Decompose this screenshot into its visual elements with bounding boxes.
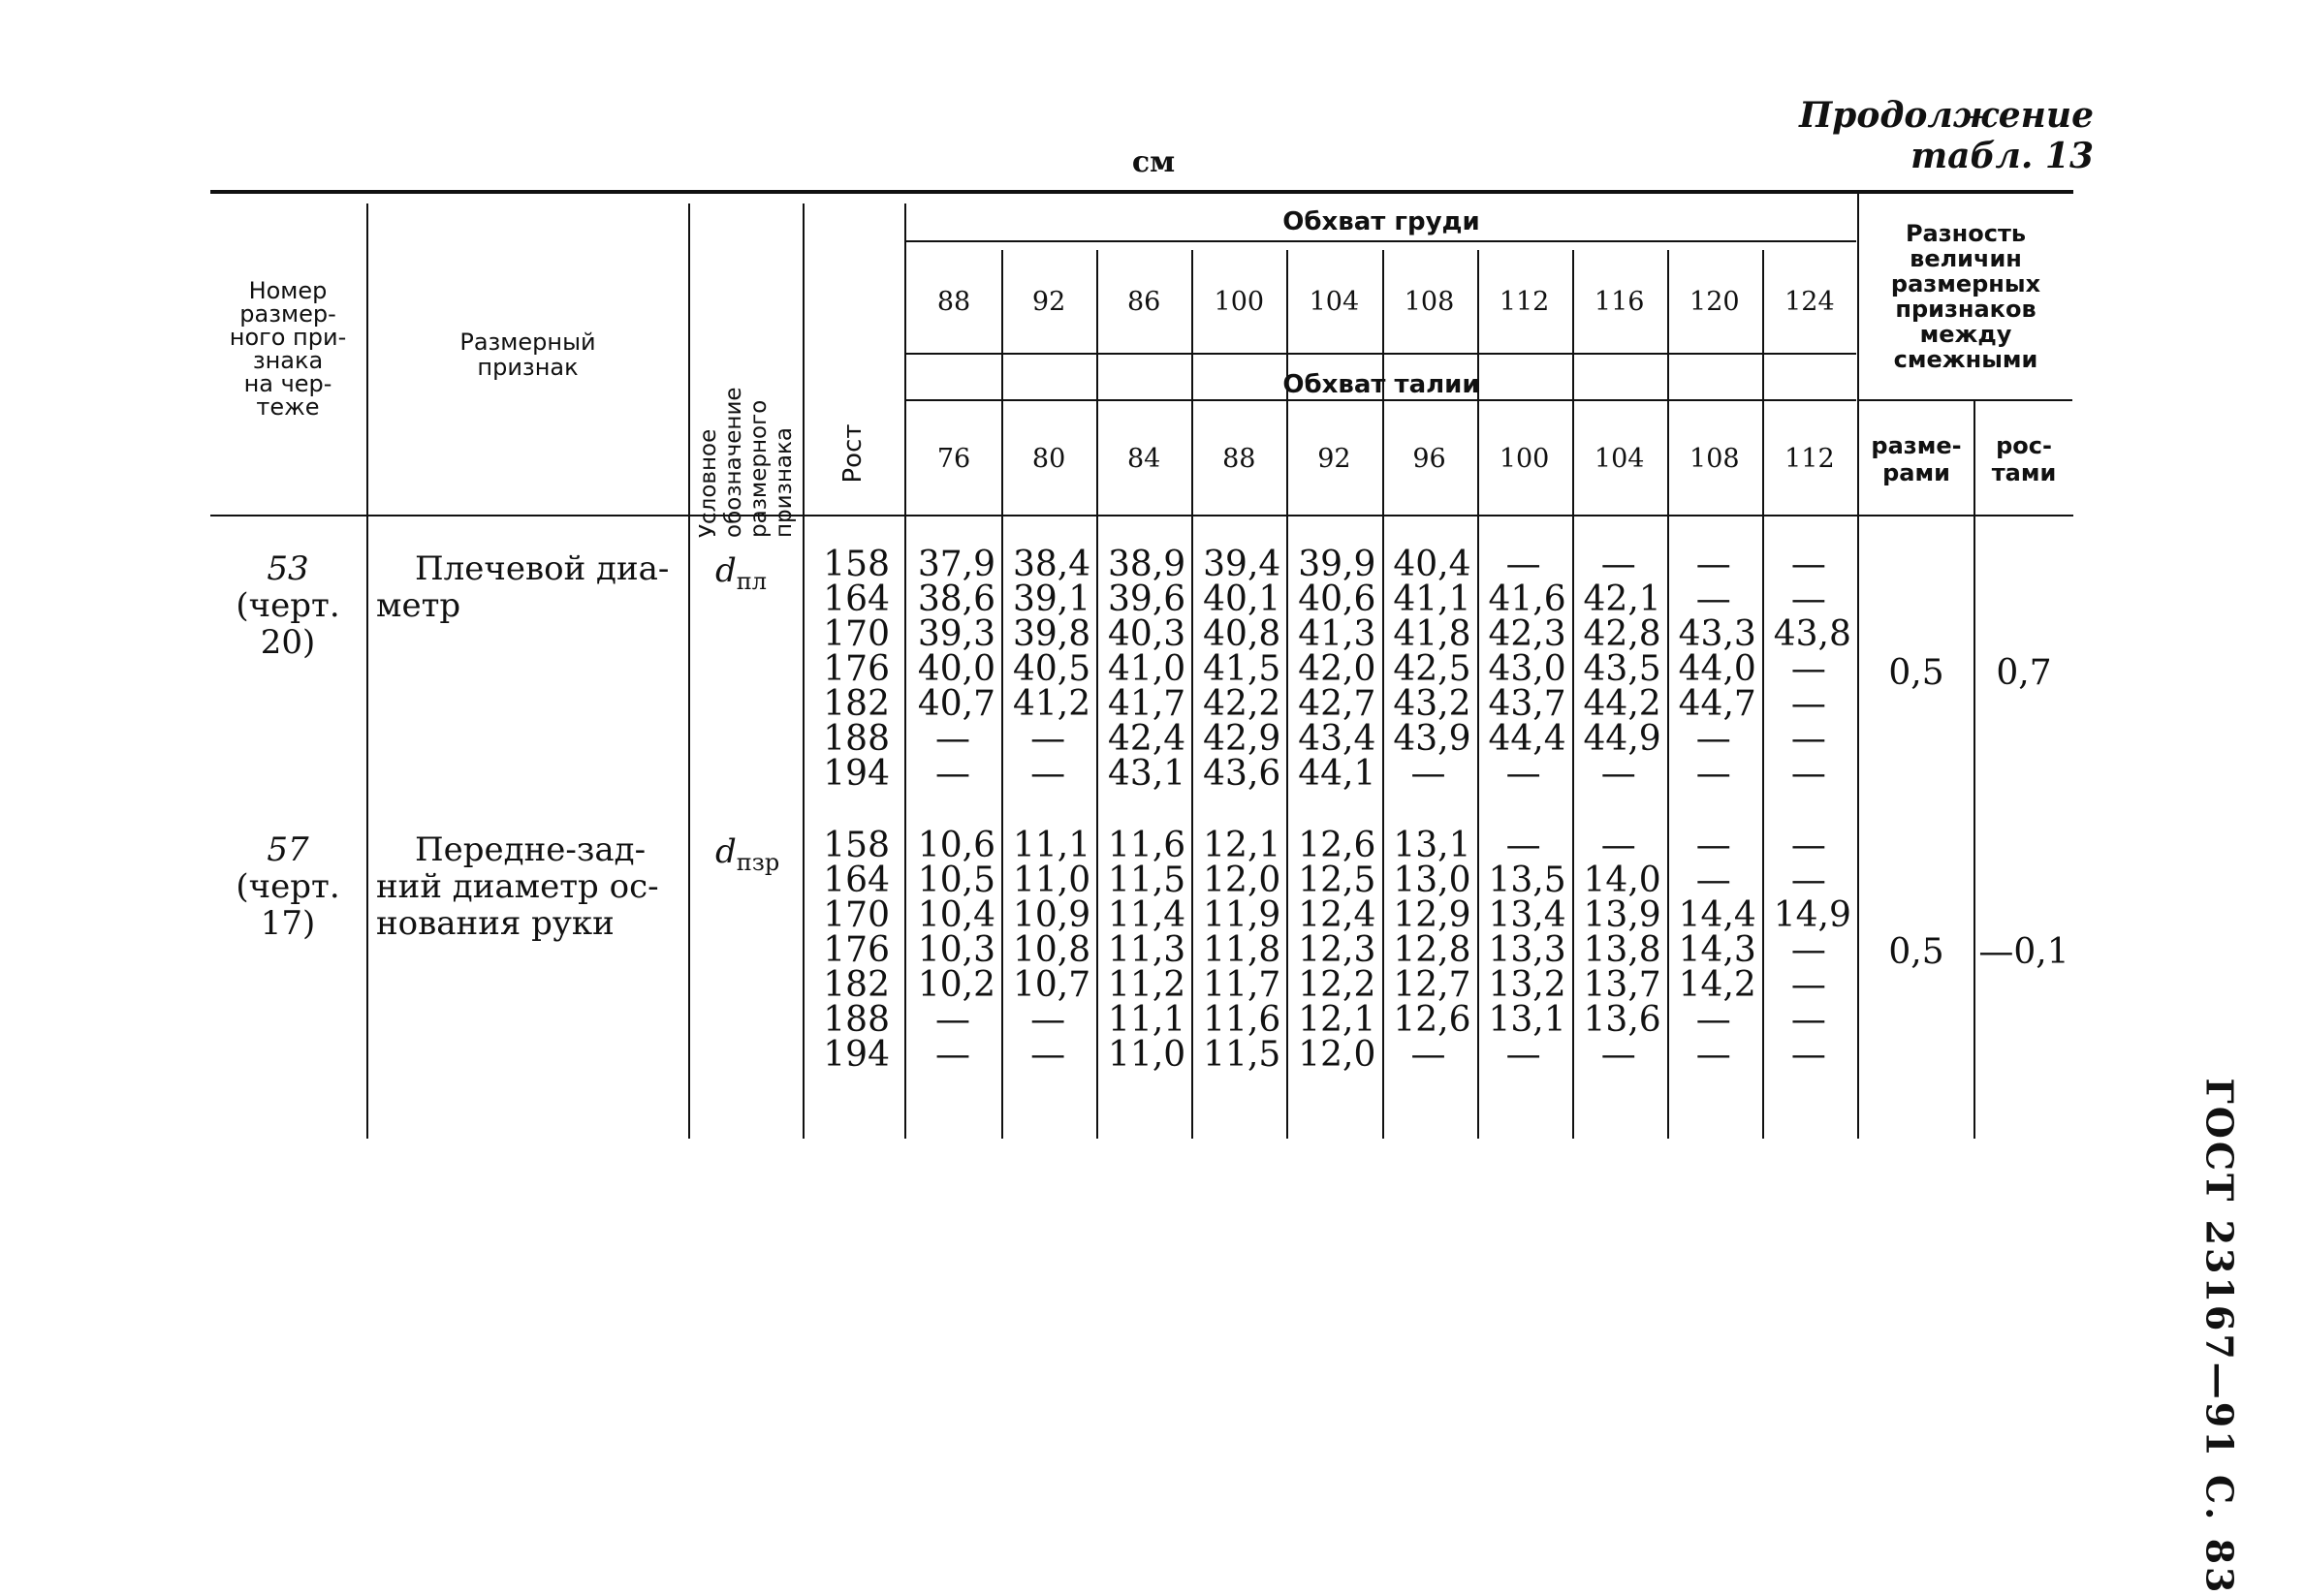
table-cell: —: [1410, 1035, 1446, 1075]
table-cell: 13,0: [1393, 861, 1471, 900]
row-53-number: 53 (черт. 20): [236, 549, 340, 662]
table-cell: —: [1695, 545, 1731, 584]
value-column: [1382, 545, 1471, 794]
waist-value: 100: [1499, 444, 1550, 474]
table-cell: 39,3: [917, 614, 995, 654]
table-cell: 11,9: [1203, 895, 1281, 935]
table-cell: —: [1790, 826, 1826, 865]
table-cell: 41,0: [1108, 649, 1186, 689]
table-cell: 11,6: [1108, 826, 1186, 865]
table-cell: 13,6: [1583, 1000, 1661, 1040]
table-cell: —: [1600, 1035, 1636, 1075]
table-cell: 44,1: [1298, 754, 1376, 794]
row-53-feature: Плечевой диа- метр: [376, 549, 670, 625]
table-cell: 12,7: [1393, 965, 1471, 1005]
table-cell: 41,8: [1393, 614, 1471, 654]
table-cell: 11,1: [1108, 1000, 1186, 1040]
table-cell: 14,9: [1773, 895, 1851, 935]
table-cell: 42,3: [1488, 614, 1566, 654]
header-diff-heights: рос- тами: [1991, 432, 2057, 486]
row-53-symbol: $d_{пл}$: [715, 551, 768, 595]
table-cell: 39,9: [1298, 545, 1376, 584]
table-caption: Продолжение табл. 13: [1799, 95, 2094, 176]
value-column: [1667, 826, 1756, 1075]
table-cell: —: [1695, 579, 1731, 619]
table-cell: 41,7: [1108, 684, 1186, 724]
table-cell: 12,4: [1298, 895, 1376, 935]
height-value: 170: [823, 895, 890, 935]
table-cell: 42,5: [1393, 649, 1471, 689]
table-cell: 42,8: [1583, 614, 1661, 654]
chest-value: 104: [1309, 287, 1360, 317]
table-cell: 11,7: [1203, 965, 1281, 1005]
table-cell: 11,8: [1203, 930, 1281, 970]
table-cell: 40,5: [1012, 649, 1091, 689]
table-cell: 38,4: [1012, 545, 1091, 584]
page-footer-side: ГОСТ 23167—91 С. 83: [2197, 1078, 2242, 1596]
table-cell: —: [1695, 861, 1731, 900]
table-cell: —: [935, 754, 970, 794]
table-cell: —: [1790, 1035, 1826, 1075]
table-cell: 11,5: [1203, 1035, 1281, 1075]
height-value: 158: [823, 826, 890, 865]
value-column: [1572, 826, 1661, 1075]
height-value: 176: [823, 649, 890, 689]
table-cell: 37,9: [917, 545, 995, 584]
table-cell: 40,1: [1203, 579, 1281, 619]
chest-rule: [906, 240, 1856, 242]
table-cell: —: [935, 1035, 970, 1075]
header-diff-sizes: разме- рами: [1871, 432, 1962, 486]
table-cell: 40,4: [1393, 545, 1471, 584]
header-symbol: Условное обозначение размерного признака: [696, 387, 797, 538]
table-cell: 40,7: [917, 684, 995, 724]
table-cell: 12,3: [1298, 930, 1376, 970]
table-cell: —: [1600, 545, 1636, 584]
table-cell: —: [1505, 1035, 1541, 1075]
table-cell: —: [935, 719, 970, 759]
row-57-number: 57 (черт. 17): [236, 830, 340, 943]
table-cell: 43,2: [1393, 684, 1471, 724]
height-value: 188: [823, 1000, 890, 1040]
table-cell: 10,2: [917, 965, 995, 1005]
table-cell: 40,0: [917, 649, 995, 689]
table-cell: 42,7: [1298, 684, 1376, 724]
table-cell: 13,2: [1488, 965, 1566, 1005]
height-value: 164: [823, 861, 890, 900]
table-cell: —: [1695, 719, 1731, 759]
table-cell: 43,8: [1773, 614, 1851, 654]
table-cell: 10,4: [917, 895, 995, 935]
table-cell: 12,2: [1298, 965, 1376, 1005]
table-cell: 13,4: [1488, 895, 1566, 935]
unit-label: см: [1131, 145, 1176, 179]
table-cell: 42,2: [1203, 684, 1281, 724]
chest-value: 92: [1031, 287, 1066, 317]
value-column: [1762, 826, 1851, 1075]
value-column: [1286, 545, 1376, 794]
table-cell: —: [1695, 1035, 1731, 1075]
table-cell: 12,0: [1203, 861, 1281, 900]
table-cell: 13,8: [1583, 930, 1661, 970]
height-value: 158: [823, 545, 890, 584]
value-column: [1382, 826, 1471, 1075]
header-diff: Разность величин размерных признаков между смежными: [1890, 220, 2041, 373]
table-cell: 44,2: [1583, 684, 1661, 724]
col-rule-3: [803, 203, 805, 1139]
table-cell: 11,3: [1108, 930, 1186, 970]
table-cell: 43,6: [1203, 754, 1281, 794]
waist-value: 80: [1031, 444, 1066, 474]
table-cell: —: [1790, 754, 1826, 794]
table-cell: 10,7: [1012, 965, 1091, 1005]
waist-value: 76: [936, 444, 971, 474]
value-column: [1667, 545, 1756, 794]
table-cell: 43,1: [1108, 754, 1186, 794]
waist-value: 108: [1689, 444, 1740, 474]
table-cell: 40,8: [1203, 614, 1281, 654]
table-cell: 43,9: [1393, 719, 1471, 759]
table-cell: 14,4: [1678, 895, 1756, 935]
table-cell: —: [1030, 719, 1066, 759]
row-57-diff-heights: —0,1: [1978, 932, 2069, 972]
table-cell: 11,0: [1012, 861, 1091, 900]
chest-value: 88: [936, 287, 971, 317]
table-cell: 39,6: [1108, 579, 1186, 619]
table-cell: 12,6: [1393, 1000, 1471, 1040]
row-53-diff-heights: 0,7: [1996, 653, 2052, 693]
table-cell: 41,1: [1393, 579, 1471, 619]
table-cell: —: [1030, 1035, 1066, 1075]
waist-value: 84: [1127, 444, 1161, 474]
table-cell: 40,6: [1298, 579, 1376, 619]
height-value: 170: [823, 614, 890, 654]
table-cell: —: [1790, 1000, 1826, 1040]
table-cell: 13,1: [1393, 826, 1471, 865]
table-cell: 13,7: [1583, 965, 1661, 1005]
table-cell: 42,1: [1583, 579, 1661, 619]
table-cell: 11,1: [1012, 826, 1091, 865]
chest-value: 86: [1127, 287, 1161, 317]
chest-value: 116: [1594, 287, 1645, 317]
table-cell: 12,1: [1203, 826, 1281, 865]
table-cell: 42,4: [1108, 719, 1186, 759]
table-cell: 43,3: [1678, 614, 1756, 654]
table-cell: 12,8: [1393, 930, 1471, 970]
table-cell: 12,6: [1298, 826, 1376, 865]
table-cell: —: [1505, 826, 1541, 865]
table-cell: 11,6: [1203, 1000, 1281, 1040]
col-rule-1: [366, 203, 368, 1139]
header-feature: Размерный признак: [459, 329, 596, 381]
table-cell: 39,8: [1012, 614, 1091, 654]
table-cell: 44,4: [1488, 719, 1566, 759]
table-cell: —: [1695, 826, 1731, 865]
height-value: 164: [823, 579, 890, 619]
value-column: [1762, 545, 1851, 794]
table-cell: 10,3: [917, 930, 995, 970]
table-cell: —: [1790, 579, 1826, 619]
table-cell: 39,4: [1203, 545, 1281, 584]
header-chest: Обхват груди: [1282, 207, 1480, 236]
row-57-symbol: $d_{пзр}$: [715, 832, 780, 876]
table-cell: 10,5: [917, 861, 995, 900]
table-cell: 12,1: [1298, 1000, 1376, 1040]
chest-value: 120: [1689, 287, 1740, 317]
table-cell: 42,0: [1298, 649, 1376, 689]
table-cell: —: [1790, 545, 1826, 584]
chest-value: 100: [1214, 287, 1265, 317]
table-cell: —: [1505, 754, 1541, 794]
table-cell: 43,5: [1583, 649, 1661, 689]
value-column: [906, 545, 995, 794]
table-cell: 43,7: [1488, 684, 1566, 724]
table-cell: —: [1790, 930, 1826, 970]
value-column: [1096, 826, 1186, 1075]
table-cell: 14,0: [1583, 861, 1661, 900]
table-cell: —: [1505, 545, 1541, 584]
table-cell: 11,2: [1108, 965, 1186, 1005]
header-height: Рост: [838, 423, 868, 484]
table-cell: —: [1030, 1000, 1066, 1040]
table-cell: 10,8: [1012, 930, 1091, 970]
height-value: 176: [823, 930, 890, 970]
waist-value: 112: [1784, 444, 1835, 474]
table-cell: —: [1410, 754, 1446, 794]
value-column: [1572, 545, 1661, 794]
table-cell: 39,1: [1012, 579, 1091, 619]
table-cell: —: [1600, 826, 1636, 865]
table-cell: 10,6: [917, 826, 995, 865]
table-cell: —: [1695, 1000, 1731, 1040]
table-cell: 44,0: [1678, 649, 1756, 689]
value-column: [1096, 545, 1186, 794]
table-cell: 14,2: [1678, 965, 1756, 1005]
table-cell: 41,5: [1203, 649, 1281, 689]
height-value: 182: [823, 965, 890, 1005]
table-cell: 13,5: [1488, 861, 1566, 900]
table-cell: 41,6: [1488, 579, 1566, 619]
table-cell: 40,3: [1108, 614, 1186, 654]
table-cell: 11,0: [1108, 1035, 1186, 1075]
table-cell: 10,9: [1012, 895, 1091, 935]
table-cell: 12,5: [1298, 861, 1376, 900]
table-cell: —: [1030, 754, 1066, 794]
table-cell: —: [935, 1000, 970, 1040]
table-cell: 43,4: [1298, 719, 1376, 759]
height-value: 194: [823, 1035, 890, 1075]
table-cell: —: [1790, 684, 1826, 724]
table-cell: 43,0: [1488, 649, 1566, 689]
value-column: [1286, 826, 1376, 1075]
table-cell: 44,7: [1678, 684, 1756, 724]
table-cell: 38,9: [1108, 545, 1186, 584]
value-column: [1191, 545, 1281, 794]
value-column: [1477, 826, 1566, 1075]
header-number: Номер размер- ного при- знака на чер- теже: [229, 277, 347, 421]
table-top-rule: [210, 190, 2073, 194]
table-cell: —: [1790, 861, 1826, 900]
value-column: [906, 826, 995, 1075]
table-cell: —: [1790, 965, 1826, 1005]
table-cell: —: [1790, 719, 1826, 759]
waist-value: 92: [1317, 444, 1351, 474]
value-column: [1477, 545, 1566, 794]
table-cell: 44,9: [1583, 719, 1661, 759]
height-value: 194: [823, 754, 890, 794]
table-cell: 42,9: [1203, 719, 1281, 759]
header-bottom-rule: [210, 515, 2073, 516]
waist-value: 96: [1412, 444, 1446, 474]
row-53-heights: [822, 545, 890, 794]
table-cell: 38,6: [917, 579, 995, 619]
value-column: [1001, 826, 1091, 1075]
waist-value: 88: [1222, 444, 1256, 474]
header-waist: Обхват талии: [1282, 370, 1480, 399]
height-value: 188: [823, 719, 890, 759]
value-column: [1001, 545, 1091, 794]
table-cell: —: [1790, 649, 1826, 689]
table-cell: —: [1600, 754, 1636, 794]
chest-value: 108: [1404, 287, 1455, 317]
value-column: [1191, 826, 1281, 1075]
row-57-diff-sizes: 0,5: [1888, 932, 1944, 972]
row-57-heights: [822, 826, 890, 1075]
table-cell: 12,9: [1393, 895, 1471, 935]
table-cell: 11,4: [1108, 895, 1186, 935]
height-value: 182: [823, 684, 890, 724]
chest-value: 112: [1499, 287, 1550, 317]
waist-value: 104: [1594, 444, 1645, 474]
table-cell: 14,3: [1678, 930, 1756, 970]
table-cell: —: [1695, 754, 1731, 794]
table-cell: 41,3: [1298, 614, 1376, 654]
row-53-diff-sizes: 0,5: [1888, 653, 1944, 693]
table-cell: 12,0: [1298, 1035, 1376, 1075]
col-rule-2: [688, 203, 690, 1139]
table-cell: 13,1: [1488, 1000, 1566, 1040]
table-cell: 41,2: [1012, 684, 1091, 724]
diff-rule: [1859, 399, 2072, 401]
chest-value: 124: [1784, 287, 1835, 317]
col-rule-diff-mid: [1973, 401, 1975, 1139]
row-57-feature: Передне-зад- ний диаметр ос- нования руки: [376, 830, 659, 943]
table-cell: 13,9: [1583, 895, 1661, 935]
table-cell: 11,5: [1108, 861, 1186, 900]
table-cell: 13,3: [1488, 930, 1566, 970]
